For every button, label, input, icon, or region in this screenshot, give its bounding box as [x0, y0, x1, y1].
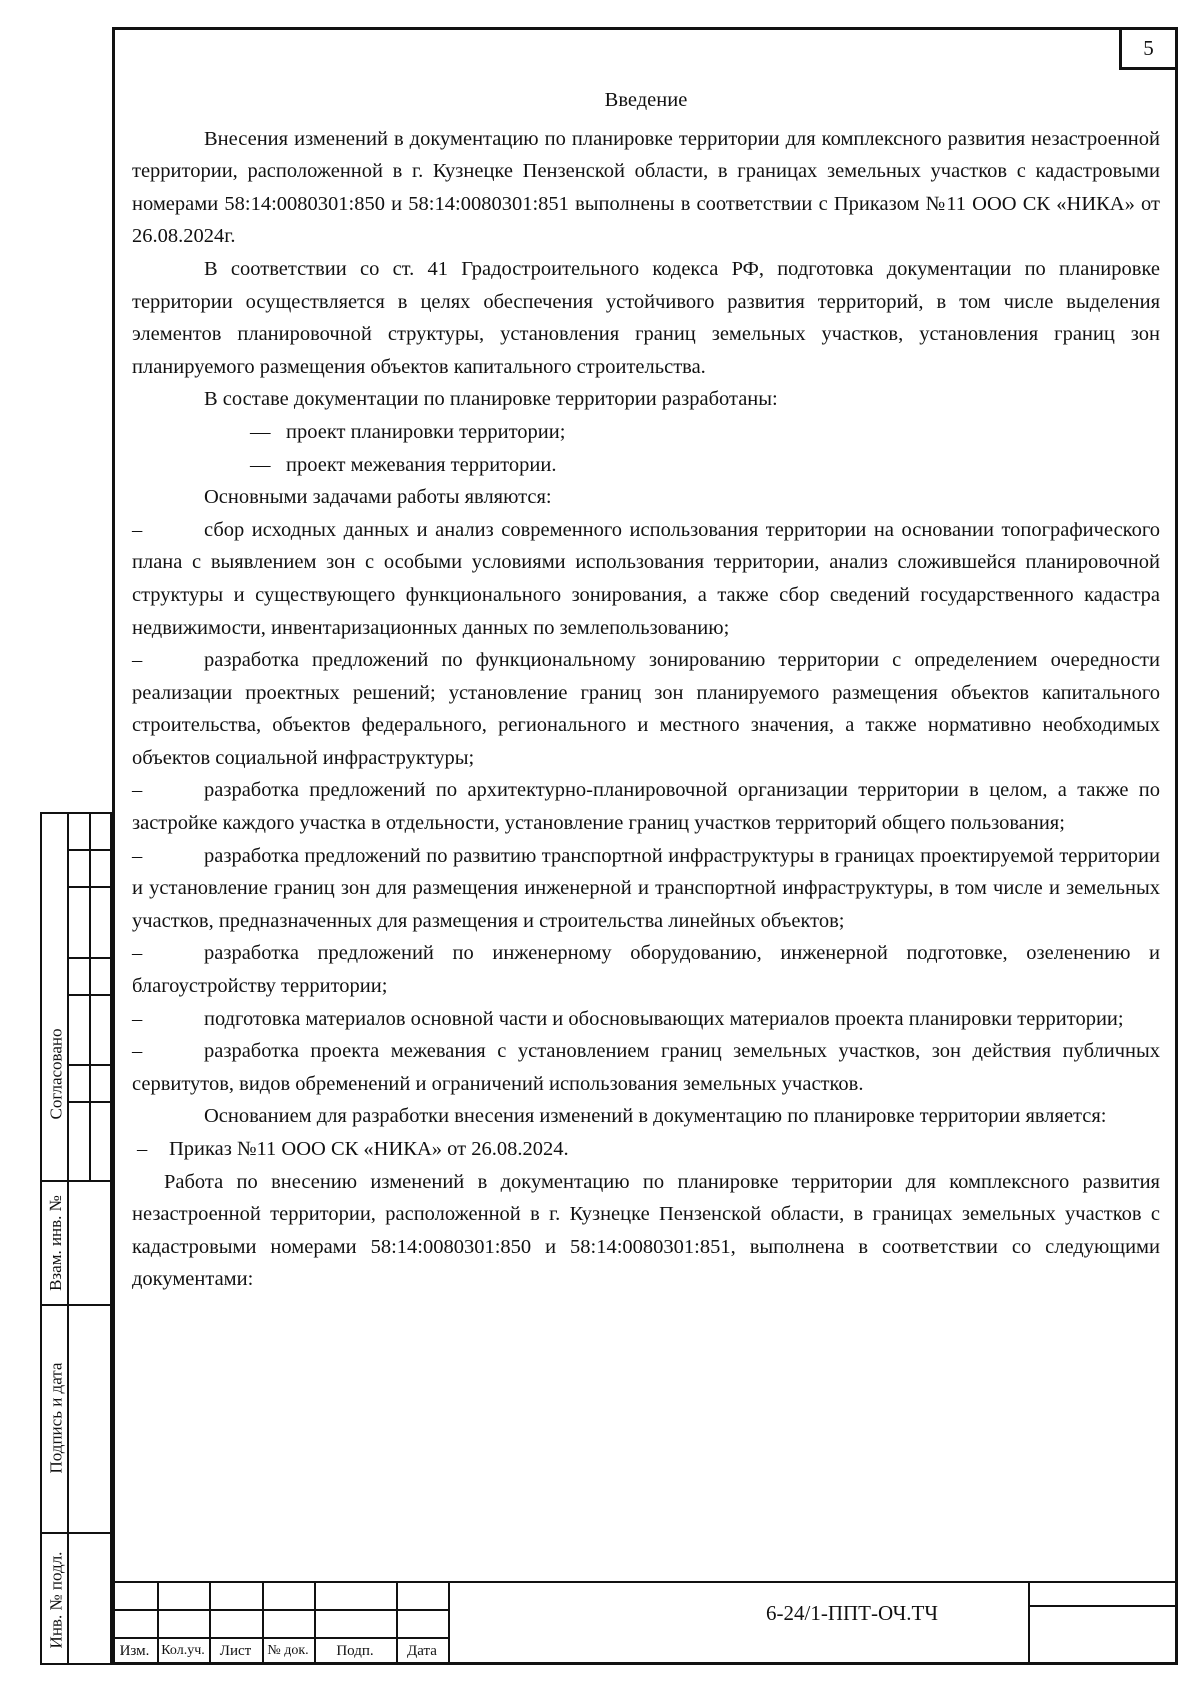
tb-header-count: Кол.уч. [161, 1643, 205, 1658]
tb-header-date: Дата [407, 1643, 437, 1659]
document-code: 6-24/1-ППТ-ОЧ.ТЧ [766, 1601, 938, 1625]
dash-marker: — [250, 420, 271, 443]
signature-date-label: Подпись и дата [46, 1362, 65, 1474]
original-inventory-label: Инв. № подл. [46, 1551, 65, 1648]
agreed-label: Согласовано [46, 1028, 65, 1120]
task-item: – сбор исходных данных и анализ современного использования территории на основании топографического плана с выявлением зон с особыми условиями использования территории, анализ сложившейся планировочной структуры и существующего функционального зонирования, а также сбор сведений государственного кадастра недвижимости, инвентаризационных данных по землепользованию; [132, 518, 1160, 639]
dash-marker: — [250, 453, 271, 476]
tb-header-change: Изм. [119, 1643, 150, 1659]
approval-strip [40, 812, 112, 1182]
replacement-inventory-label: Взам. инв. № [46, 1195, 65, 1291]
task-item: – разработка предложений по архитектурно-планировочной организации территории в целом, а также по застройке каждого участка в отдельности, установление границ участков территорий общего пользования; [132, 779, 1160, 835]
paragraph: Основанием для разработки внесения изменений в документацию по планировке территории является: [204, 1105, 1107, 1128]
task-item: – разработка предложений по развитию транспортной инфраструктуры в границах проектируемой территории и установление границ зон для размещения инженерной и транспортной инфраструктуры, в том числе и земельных участков, предназначенных для размещения и строительства линейных объектов; [132, 844, 1160, 932]
paragraph: В составе документации по планировке территории разработаны: [204, 388, 778, 411]
paragraph: В соответствии со ст. 41 Градостроительного кодекса РФ, подготовка документации по планировке территории осуществляется в целях обеспечения устойчивого развития территорий, в том числе выделения элементов планировочной структуры, установления границ земельных участков, установления границ зон планируемого размещения объектов капитального строительства. [132, 257, 1160, 378]
list-item: – Приказ №11 ООО СК «НИКА» от 26.08.2024. [137, 1138, 569, 1160]
page-title: Введение [604, 89, 688, 111]
task-item: – подготовка материалов основной части и обосновывающих материалов проекта планировки территории; [132, 1007, 1124, 1030]
tb-header-sheet: Лист [219, 1643, 252, 1659]
signature-strip [40, 1180, 112, 1665]
paragraph: Основными задачами работы являются: [204, 486, 552, 509]
task-item: – разработка проекта межевания с установлением границ земельных участков, зон действия публичных сервитутов, видов обременений и ограничений использования земельных участков. [132, 1040, 1160, 1095]
page-number: 5 [1119, 30, 1175, 70]
task-item: – разработка предложений по функциональному зонированию территории с определением очередности реализации проектных решений; установление границ зон планируемого размещения объектов капитального строительства, объектов федерального, регионального и местного значения, а также нормативно необходимых объектов социальной инфраструктуры; [132, 649, 1160, 769]
task-item: – разработка предложений по инженерному оборудованию, инженерной подготовке, озеленению и благоустройству территории; [132, 942, 1160, 998]
paragraph: Внесения изменений в документацию по планировке территории для комплексного развития незастроенной территории, расположенной в г. Кузнецке Пензенской области, в границах земельных участков с кадастровыми номерами 58:14:0080301:850 и 58:14:0080301:851 выполнены в соответствии с Приказом №11 ООО СК «НИКА» от 26.08.2024г. [132, 127, 1160, 248]
title-block [112, 1581, 1178, 1665]
tb-header-doc: № док. [267, 1643, 309, 1658]
list-item: — проект межевания территории. [132, 449, 1160, 482]
document-body [132, 84, 1160, 1296]
paragraph: Работа по внесению изменений в документацию по планировке территории для комплексного развития незастроенной территории, расположенной в г. Кузнецке Пензенской области, в границах земельных участков с кадастровыми номерами 58:14:0080301:850 и 58:14:0080301:851, выполнена в соответствии со следующими документами: [132, 1170, 1160, 1291]
list-item: — проект планировки территории; [132, 416, 1160, 449]
tb-header-signature: Подп. [336, 1643, 374, 1659]
